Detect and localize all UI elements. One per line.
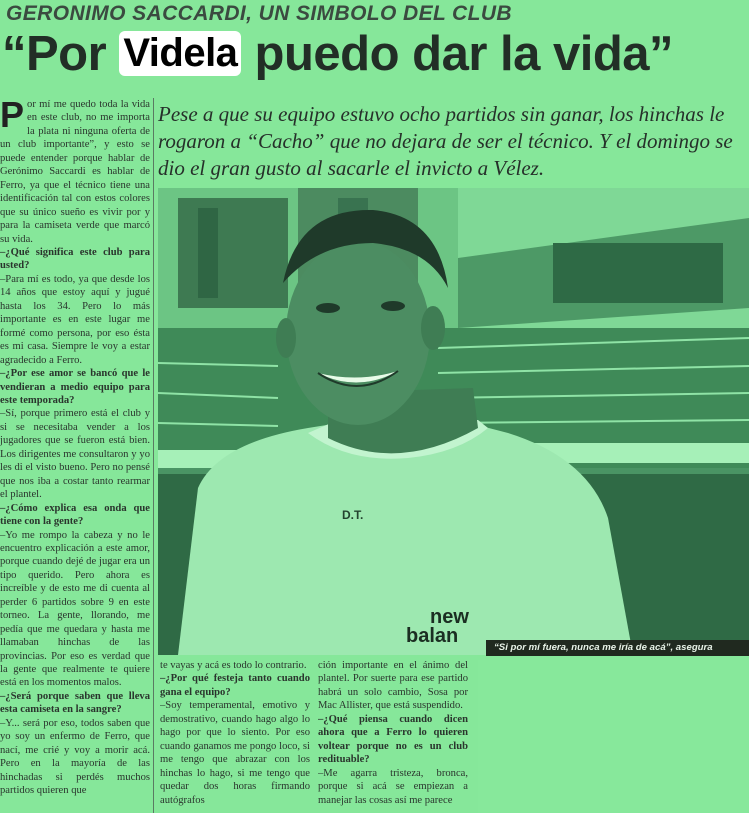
article-kicker: GERONIMO SACCARDI, UN SIMBOLO DEL CLUB: [6, 2, 512, 25]
question-2: –¿Por ese amor se bancó que le vendieran a medio equipo para este temporada?: [0, 368, 150, 406]
answer-4: –Y... será por eso, todos saben que yo soy un enfermo de Ferro, que nací, me crié y voy a morir acá. Pero en la mayoría de las hinchadas si perdés muchos partidos quieren que: [0, 717, 150, 797]
column-divider: [153, 98, 154, 813]
left-text-column: [0, 98, 150, 813]
coach-photo: [158, 188, 749, 655]
shirt-initials: D.T.: [342, 508, 364, 522]
answer-6: –Me agarra tristeza, bronca, porque si acá se empiezan a manejar las cosas así me parece: [318, 767, 468, 806]
answer-2: –Sí, porque primero está el club y si se necesitaba vender a los jugadores que se fueron está bien. Los dirigentes me consultaron y yo les di el visto bueno. Pero no pensé que nos iba a costar tanto rearmar el plantel.: [0, 408, 150, 501]
headline-overlay-label: Videla: [119, 31, 241, 76]
answer-4-continued: te vayas y acá es todo lo contrario.: [160, 660, 307, 671]
photo-caption: “Si por mí fuera, nunca me iría de acá”, asegura: [486, 640, 749, 656]
shirt-brand-line1: new: [430, 606, 469, 628]
question-5: –¿Por qué festeja tanto cuando gana el equipo?: [160, 673, 310, 698]
intro-paragraph: or mí me quedo toda la vida en este club, no me importa la plata ni ninguna oferta de un club importante”, y esto se puede entender porque hablar de Gerónimo Saccardi es hablar de Ferro, ya que el técnico tiene una identificación tal con estos colores que su único sueño es vivir por y para la camiseta verde que marcó su vida.: [0, 99, 150, 245]
shirt-brand-line2: balan: [406, 625, 459, 647]
question-4: –¿Será porque saben que lleva esta camiseta en la sangre?: [0, 690, 150, 716]
answer-3: –Yo me rompo la cabeza y no le encuentro explicación a este amor, porque cuando dejé de jugar era un tipo querido. Pero ahora es increíble y de esto me di cuenta al perder 6 partidos sobre 9 en este torneo. La gente, llorando, me pedía que me quedara y hasta me llamaban hinchas de las provincias. Por eso es verdad que la gente que realmente te quiere está en los momentos malos.: [0, 529, 150, 689]
article-headline: [2, 26, 747, 100]
text-column-3: [318, 659, 468, 813]
question-6: –¿Qué piensa cuando dicen ahora que a Ferro lo quieren voltear porque no es un club redituable?: [318, 713, 468, 766]
headline-open: “Por: [2, 27, 107, 81]
empty-area: [478, 660, 749, 813]
drop-cap: P: [0, 98, 25, 135]
question-1: –¿Qué significa este club para usted?: [0, 246, 150, 272]
answer-1: –Para mí es todo, ya que desde los 14 años que estoy aquí y jugué hasta los 34. Pero lo más importante es en este lugar me formé como persona, por eso ésta es mi casa. Siempre le voy a estar agradecido a Ferro.: [0, 273, 150, 366]
article-lead: Pese a que su equipo estuvo ocho partidos sin ganar, los hinchas le rogaron a “Cacho” que no dejara de ser el técnico. Y el domingo se dio el gran gusto al sacarle el invicto a Vélez.: [158, 102, 733, 180]
answer-5-continued: ción importante en el ánimo del plantel. Por suerte para ese partido habrá un solo cambio, Sosa por Mac Allister, que está suspendido.: [318, 660, 468, 712]
headline-rest: puedo dar la vida”: [254, 27, 674, 81]
answer-5: –Soy temperamental, emotivo y demostrativo, cuando hago algo lo hago por que lo siento. Por eso cuando ganamos me pongo loco, si me tengo que abrazar con los hinchas lo hago, si me tengo que quedar dos horas firmando autógrafos: [160, 700, 310, 806]
text-column-2: [160, 659, 310, 813]
question-3: –¿Cómo explica esa onda que tiene con la gente?: [0, 502, 150, 528]
